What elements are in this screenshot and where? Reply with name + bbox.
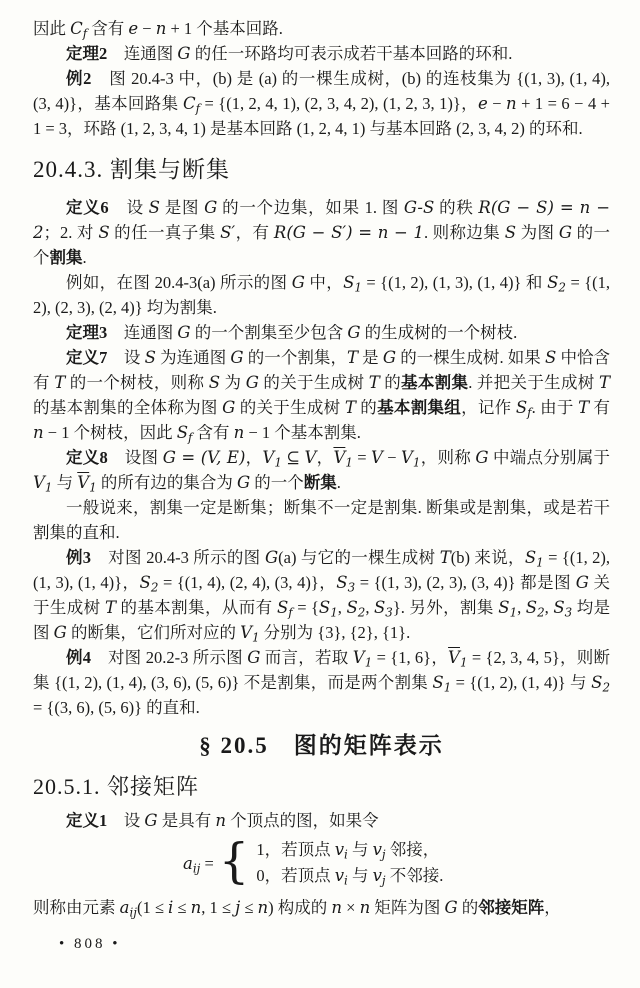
text-segment: G bbox=[347, 323, 361, 342]
text-segment: 的任一环路均可表示成若干基本回路的环和. bbox=[190, 44, 513, 63]
text-segment: 的生成树的一个树枝. bbox=[360, 323, 518, 342]
paragraph-definition1 bbox=[33, 808, 610, 833]
text-segment: 的 bbox=[457, 898, 479, 917]
text-segment: 与 bbox=[347, 866, 373, 885]
text-segment: T bbox=[344, 398, 356, 417]
text-segment: C bbox=[182, 94, 196, 113]
text-segment: 1 bbox=[509, 605, 518, 620]
text-segment: 均是图 bbox=[33, 598, 611, 642]
text-segment: S bbox=[98, 223, 110, 242]
text-segment: 1 bbox=[330, 605, 338, 620]
text-segment: . 并把关于生成树 bbox=[468, 373, 600, 392]
text-segment: S bbox=[318, 598, 331, 617]
text-segment: = {(1, 4), (2, 4), (3, 4)}， bbox=[158, 573, 337, 592]
paragraph-definition7 bbox=[33, 345, 610, 445]
text-segment: 中恰含有 bbox=[33, 348, 611, 392]
text-segment: 则称由元素 bbox=[33, 898, 120, 917]
text-segment: G bbox=[177, 44, 191, 63]
text-segment: 1 bbox=[89, 480, 97, 495]
text-segment: 的一个 bbox=[33, 223, 611, 267]
text-segment: + 1 = 6 − 4 + 1 = 3，环路 (1, 2, 3, 4, 1) 是基本回路 (1, 2, 4, 1) 与基本回路 (2, 3, 4, 2) 的环和. bbox=[33, 94, 610, 138]
text-segment: 1 bbox=[536, 555, 544, 570]
text-segment: = {2, 3, 4, 5}，则断集 {(1, 2), (1, 4), (3, 6), (5, 6)} 不是割集，而是两个割集 bbox=[33, 648, 610, 692]
text-segment: = {1, 6}， bbox=[372, 648, 449, 667]
paragraph-example-cutsets bbox=[33, 270, 610, 320]
text-segment: = bbox=[352, 448, 371, 467]
text-segment: 而言，若取 bbox=[260, 648, 353, 667]
text-segment: 定理2 bbox=[66, 44, 108, 63]
text-segment: (1 ≤ bbox=[136, 898, 169, 917]
text-segment: $\overline{V}$ bbox=[333, 448, 346, 467]
text-segment: − bbox=[138, 19, 156, 38]
text-segment: 设 bbox=[108, 198, 149, 217]
formula-lhs bbox=[183, 851, 214, 876]
text-segment: 为连通图 bbox=[155, 348, 231, 367]
text-segment: f bbox=[288, 605, 293, 620]
text-segment: 1 bbox=[412, 455, 421, 470]
text-segment: S′ bbox=[220, 223, 236, 242]
text-segment: = {(3, 6), (5, 6)} 的直和. bbox=[33, 698, 200, 717]
text-segment: G = (V, E) bbox=[162, 448, 246, 467]
text-segment: R(G − S) = n − 2 bbox=[33, 198, 611, 242]
text-segment: G bbox=[247, 648, 261, 667]
text-segment: 关于生成树 bbox=[33, 573, 610, 617]
text-segment: 连通图 bbox=[107, 44, 178, 63]
text-segment: = {(1, 2), (1, 4)} 与 bbox=[451, 673, 592, 692]
section-heading-20-4-3: 20.4.3. 割集与断集 bbox=[33, 157, 230, 182]
text-segment: G bbox=[382, 348, 397, 367]
text-segment: = { bbox=[292, 598, 319, 617]
text-segment: 例4 bbox=[66, 648, 91, 667]
text-segment: 的任一真子集 bbox=[109, 223, 221, 242]
text-segment: 定义6 bbox=[66, 198, 109, 217]
text-segment: . bbox=[336, 473, 341, 492]
paragraph-theorem2 bbox=[33, 41, 610, 66]
text-segment: ) 构成的 bbox=[268, 898, 332, 917]
text-segment: v bbox=[334, 866, 345, 885]
text-segment: − bbox=[382, 448, 401, 467]
text-segment: 1 bbox=[44, 480, 53, 495]
text-segment: e bbox=[128, 19, 139, 38]
text-segment: 是具有 bbox=[157, 811, 216, 830]
text-segment: G bbox=[53, 623, 67, 642]
text-segment: S bbox=[432, 673, 444, 692]
text-segment: = bbox=[200, 853, 214, 873]
text-segment: 有 bbox=[589, 398, 611, 417]
text-segment: 定义7 bbox=[66, 348, 108, 367]
text-segment: 对图 20.2-3 所示图 bbox=[90, 648, 248, 667]
text-segment: 的秩 bbox=[434, 198, 479, 217]
text-segment: − 1 个基本割集. bbox=[244, 423, 361, 442]
text-segment: T bbox=[439, 548, 451, 567]
text-segment: G bbox=[264, 548, 279, 567]
text-segment: i bbox=[344, 847, 348, 862]
paragraph-definition8 bbox=[33, 445, 610, 495]
text-segment: × bbox=[342, 898, 360, 917]
text-segment: S bbox=[504, 223, 517, 242]
text-segment: V bbox=[262, 448, 275, 467]
text-segment: 的关于生成树 bbox=[258, 373, 369, 392]
text-segment: 的断集，它们所对应的 bbox=[66, 623, 241, 642]
text-segment: S bbox=[525, 598, 538, 617]
formula-case-1 bbox=[256, 837, 443, 863]
text-segment: v bbox=[372, 840, 382, 859]
text-segment: 一般说来，割集一定是断集；断集不一定是割集. 断集或是割集，或是若干割集的直和. bbox=[33, 498, 610, 542]
text-segment: v bbox=[372, 866, 382, 885]
formula-cases bbox=[256, 837, 443, 889]
left-brace-glyph: { bbox=[218, 833, 250, 889]
text-segment: 1 bbox=[274, 455, 282, 470]
paragraph-theorem3 bbox=[33, 320, 610, 345]
text-segment: 基本割集组 bbox=[377, 398, 462, 417]
text-segment: V bbox=[240, 623, 252, 642]
text-segment: R(G − S′) = n − 1 bbox=[273, 223, 424, 242]
text-segment: ， bbox=[316, 448, 334, 467]
text-segment: 的所有边的集合为 bbox=[96, 473, 237, 492]
text-segment: 含有 bbox=[192, 423, 234, 442]
text-segment: , 1 ≤ bbox=[201, 898, 236, 917]
text-segment: ， bbox=[245, 448, 263, 467]
text-segment: 的 bbox=[355, 398, 378, 417]
text-segment: S bbox=[524, 548, 537, 567]
text-segment: 断集 bbox=[303, 473, 337, 492]
text-segment: n bbox=[33, 423, 44, 442]
text-segment: 不邻接. bbox=[385, 866, 444, 885]
text-segment: }. 另外，割集 bbox=[392, 598, 499, 617]
text-segment: = {(1, 2), (1, 3), (1, 4)} 和 bbox=[361, 273, 548, 292]
text-segment: 的一个树枝，则称 bbox=[65, 373, 209, 392]
text-segment: 1 bbox=[251, 630, 260, 645]
text-segment: S bbox=[346, 598, 358, 617]
text-segment: 因此 bbox=[33, 19, 71, 38]
text-segment: V bbox=[33, 473, 45, 492]
text-segment: , bbox=[544, 598, 554, 617]
text-segment: n bbox=[190, 898, 202, 917]
text-segment: G bbox=[222, 398, 236, 417]
text-segment: S bbox=[336, 573, 348, 592]
text-segment: G bbox=[245, 373, 259, 392]
text-segment: = {(1, 2), (1, 3), (1, 4)}， bbox=[33, 548, 610, 592]
text-segment: e bbox=[477, 94, 488, 113]
text-segment: S bbox=[139, 573, 151, 592]
text-segment: 个顶点的图，如果令 bbox=[225, 811, 379, 830]
text-segment: i bbox=[168, 898, 174, 917]
page-number: • 808 • bbox=[59, 936, 121, 952]
text-segment: 基本割集 bbox=[401, 373, 469, 392]
text-segment: 中， bbox=[304, 273, 344, 292]
text-segment: G bbox=[204, 198, 218, 217]
text-segment: G bbox=[291, 273, 305, 292]
text-segment: ，记作 bbox=[461, 398, 516, 417]
text-segment: 例3 bbox=[66, 548, 92, 567]
text-segment: T bbox=[368, 373, 380, 392]
text-segment: j bbox=[381, 847, 386, 862]
text-segment: + 1 个基本回路. bbox=[166, 19, 283, 38]
text-segment: S bbox=[547, 273, 559, 292]
adjacency-matrix-formula bbox=[183, 833, 610, 889]
text-segment: S bbox=[544, 348, 557, 367]
paragraph-closing bbox=[33, 895, 610, 920]
text-segment: G bbox=[236, 473, 251, 492]
text-segment: . 由于 bbox=[531, 398, 579, 417]
text-segment: ⊆ bbox=[281, 448, 305, 467]
text-segment: i bbox=[344, 873, 348, 888]
text-segment: 2 bbox=[558, 280, 566, 295]
text-segment: 的关于生成树 bbox=[235, 398, 345, 417]
text-segment: G bbox=[177, 323, 191, 342]
text-segment: 2 bbox=[602, 680, 611, 695]
text-segment: 设图 bbox=[107, 448, 163, 467]
paragraph-intro bbox=[33, 16, 610, 41]
text-segment: 是图 bbox=[159, 198, 205, 217]
text-segment: G bbox=[230, 348, 244, 367]
text-segment: 例2 bbox=[66, 69, 92, 88]
text-segment: $\overline{V}$ bbox=[448, 648, 460, 667]
text-segment: 2 bbox=[357, 605, 366, 620]
text-segment: n bbox=[506, 94, 517, 113]
text-segment: S bbox=[515, 398, 528, 417]
text-segment: 定理3 bbox=[66, 323, 108, 342]
text-segment: V bbox=[401, 448, 413, 467]
text-segment: T bbox=[54, 373, 66, 392]
text-segment: v bbox=[334, 840, 345, 859]
text-segment: − bbox=[487, 94, 506, 113]
text-segment: f bbox=[195, 101, 201, 116]
text-segment: S bbox=[144, 348, 156, 367]
text-segment: 与 bbox=[52, 473, 78, 492]
text-segment: (b) 来说， bbox=[450, 548, 525, 567]
text-segment: $\overline{V}$ bbox=[77, 473, 90, 492]
text-segment: 的基本割集的全体称为图 bbox=[33, 398, 223, 417]
text-segment: 定义1 bbox=[66, 811, 108, 830]
text-segment: 与 bbox=[347, 840, 373, 859]
text-segment: S bbox=[498, 598, 510, 617]
text-segment: G-S bbox=[403, 198, 435, 217]
text-segment: G bbox=[558, 223, 573, 242]
text-segment: ij bbox=[192, 860, 201, 875]
text-segment: 2 bbox=[150, 580, 159, 595]
paragraph-example4 bbox=[33, 645, 610, 720]
text-segment: 的一个割集， bbox=[243, 348, 347, 367]
text-segment: n bbox=[155, 19, 167, 38]
text-segment: ij bbox=[129, 905, 137, 920]
text-segment: 分别为 {3}, {2}, {1}. bbox=[259, 623, 411, 642]
text-segment: n bbox=[331, 898, 343, 917]
formula-case-2 bbox=[256, 863, 443, 889]
text-segment: ≤ bbox=[173, 898, 191, 917]
text-segment: 0，若顶点 bbox=[256, 866, 335, 885]
text-segment: S bbox=[591, 673, 603, 692]
text-segment: − 1 个树枝，因此 bbox=[43, 423, 177, 442]
text-segment: n bbox=[257, 898, 269, 917]
text-segment: C bbox=[70, 19, 83, 38]
text-segment: 是 bbox=[358, 348, 383, 367]
text-segment: 的一个 bbox=[250, 473, 304, 492]
text-segment: 3 bbox=[564, 605, 573, 620]
text-segment: 的基本割集，从而有 bbox=[116, 598, 277, 617]
paragraph-remark bbox=[33, 495, 610, 545]
text-segment: S bbox=[208, 373, 221, 392]
text-segment: 为图 bbox=[516, 223, 559, 242]
text-segment: 连通图 bbox=[107, 323, 178, 342]
section-heading-20-5: § 20.5 图的矩阵表示 bbox=[199, 733, 444, 758]
text-segment: 3 bbox=[385, 605, 393, 620]
text-segment: 的一个边集，如果 1. 图 bbox=[217, 198, 404, 217]
text-segment: ，则称 bbox=[420, 448, 476, 467]
text-segment: n bbox=[215, 811, 226, 830]
text-segment: 图 20.4-3 中，(b) 是 (a) 的一棵生成树，(b) 的连枝集为 {(1, 3), (1, 4), (3, 4)}，基本回路集 bbox=[33, 69, 611, 113]
text-segment: 1 bbox=[354, 280, 362, 295]
text-segment: a bbox=[119, 898, 130, 917]
text-segment: 的 bbox=[379, 373, 402, 392]
text-segment: j bbox=[235, 898, 241, 917]
text-segment: S bbox=[176, 423, 189, 442]
text-segment: 2 bbox=[537, 605, 545, 620]
text-segment: 割集 bbox=[49, 248, 83, 267]
text-segment: S bbox=[276, 598, 289, 617]
text-segment: ，有 bbox=[235, 223, 274, 242]
text-segment: T bbox=[105, 598, 117, 617]
text-segment: 定义8 bbox=[66, 448, 108, 467]
text-segment: ；2. 对 bbox=[43, 223, 99, 242]
text-segment: 例如，在图 20.4-3(a) 所示的图 bbox=[66, 273, 292, 292]
text-segment: . bbox=[82, 248, 87, 267]
text-segment: n bbox=[233, 423, 245, 442]
text-segment: j bbox=[381, 873, 386, 888]
text-segment: , bbox=[337, 598, 347, 617]
text-segment: ≤ bbox=[240, 898, 258, 917]
text-segment: T bbox=[578, 398, 590, 417]
paragraph-example3 bbox=[33, 545, 610, 645]
text-segment: = {(1, 3), (2, 3), (3, 4)} 都是图 bbox=[355, 573, 576, 592]
text-segment: 1 bbox=[345, 455, 353, 470]
text-segment: V bbox=[304, 448, 317, 467]
text-segment: S bbox=[553, 598, 565, 617]
text-segment: f bbox=[188, 430, 193, 445]
text-segment: T bbox=[599, 373, 611, 392]
text-segment: = {(1, 2), (2, 3), (2, 4)} 均为割集. bbox=[33, 273, 610, 317]
text-segment: V bbox=[352, 648, 365, 667]
text-segment: n bbox=[359, 898, 371, 917]
paragraph-example2 bbox=[33, 66, 610, 141]
text-segment: = {(1, 2, 4, 1), (2, 3, 4, 2), (1, 2, 3, 1)}， bbox=[200, 94, 478, 113]
text-segment: 1，若顶点 bbox=[256, 840, 335, 859]
text-segment: G bbox=[575, 573, 589, 592]
text-segment: 设 bbox=[107, 348, 145, 367]
text-segment: S bbox=[373, 598, 386, 617]
text-segment: 邻接矩阵 bbox=[478, 898, 545, 917]
text-segment: S bbox=[148, 198, 160, 217]
text-segment: 1 bbox=[459, 655, 468, 670]
text-segment: S bbox=[343, 273, 355, 292]
text-segment: 邻接， bbox=[385, 840, 440, 859]
text-segment: , bbox=[517, 598, 526, 617]
paragraph-definition6 bbox=[33, 195, 610, 270]
section-heading-20-5-1: 20.5.1. 邻接矩阵 bbox=[33, 774, 200, 799]
text-segment: ， bbox=[544, 898, 561, 917]
text-segment: 矩阵为图 bbox=[370, 898, 445, 917]
text-segment: 设 bbox=[107, 811, 145, 830]
text-segment: 为 bbox=[220, 373, 246, 392]
text-segment: G bbox=[144, 811, 158, 830]
text-segment: 1 bbox=[364, 655, 373, 670]
text-segment: . 则称边集 bbox=[423, 223, 505, 242]
text-segment: 的一个割集至少包含 bbox=[190, 323, 348, 342]
text-segment: V bbox=[371, 448, 383, 467]
text-segment: G bbox=[444, 898, 458, 917]
text-segment: G bbox=[475, 448, 489, 467]
text-segment: 1 bbox=[443, 680, 452, 695]
text-segment: 3 bbox=[347, 580, 356, 595]
text-segment: 对图 20.4-3 所示的图 bbox=[91, 548, 265, 567]
text-segment: f bbox=[82, 26, 88, 41]
text-segment: T bbox=[346, 348, 358, 367]
text-segment: f bbox=[527, 405, 532, 420]
text-segment: 的一棵生成树. 如果 bbox=[396, 348, 545, 367]
text-segment: a bbox=[183, 853, 193, 873]
text-segment: , bbox=[365, 598, 374, 617]
text-segment: 含有 bbox=[87, 19, 129, 38]
text-segment: 中端点分别属于 bbox=[488, 448, 611, 467]
text-segment: (a) 与它的一棵生成树 bbox=[278, 548, 440, 567]
